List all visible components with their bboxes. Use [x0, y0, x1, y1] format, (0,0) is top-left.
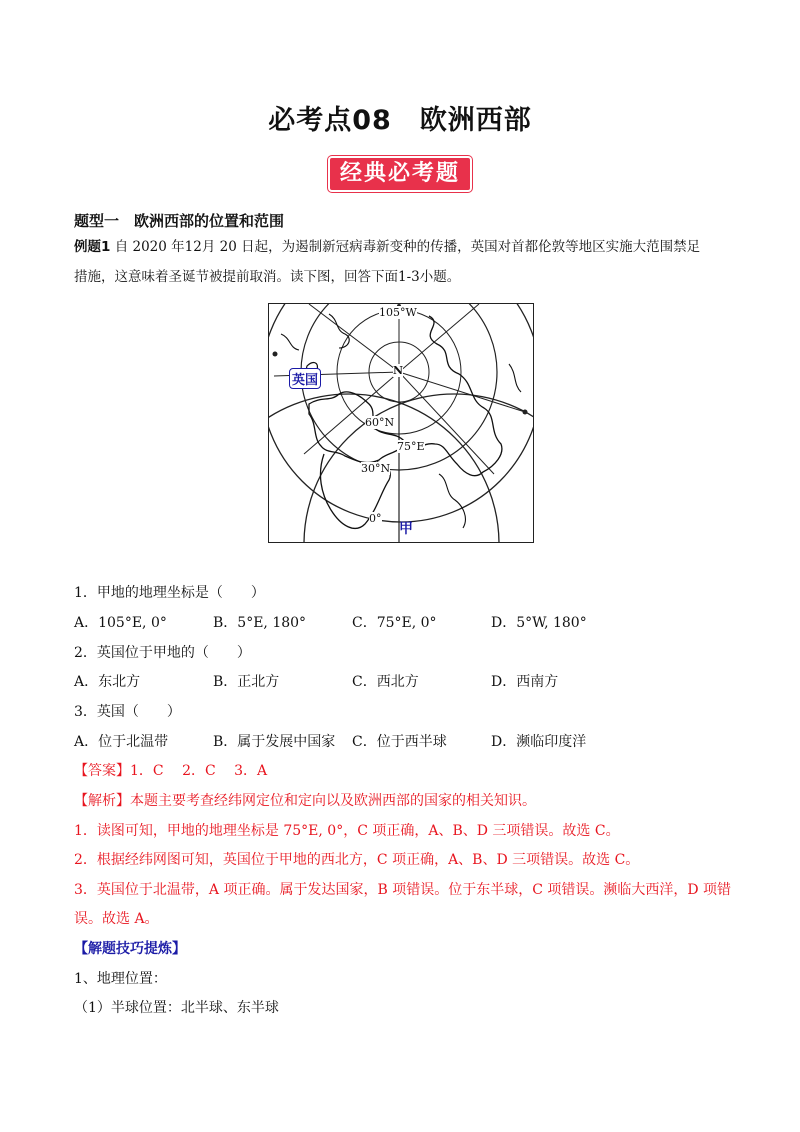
q2-option-b: B．正北方: [213, 674, 280, 690]
analysis-intro: 【解析】本题主要考查经纬网定位和定向以及欧洲西部的国家的相关知识。: [74, 793, 536, 809]
map-label-30n: 30°N: [361, 462, 391, 475]
q1-option-b: B．5°E, 180°: [213, 615, 307, 631]
analysis-point-3-line1: 3．英国位于北温带，A 项正确。属于发达国家，B 项错误。位于东半球，C 项错误。濒临大西洋，D 项错: [74, 882, 732, 898]
analysis-point-3-line2: 误。故选 A。: [74, 911, 159, 927]
page-title: 必考点08 欧洲西部: [268, 105, 532, 136]
polar-map-figure: [268, 303, 534, 543]
q1-option-a: A．105°E, 0°: [74, 615, 167, 631]
q3-option-a: A．位于北温带: [74, 734, 169, 750]
q2-option-d: D．西南方: [491, 674, 559, 690]
analysis-point-2: 2．根据经纬网图可知，英国位于甲地的西北方，C 项正确，A、B、D 三项错误。故选 C。: [74, 852, 640, 868]
q3-option-c: C．位于西半球: [352, 734, 447, 750]
question-3-stem: 3．英国（ ）: [74, 704, 181, 720]
map-label-105w: 105°W: [379, 306, 417, 319]
analysis-point-1: 1．读图可知，甲地的地理坐标是 75°E, 0°，C 项正确，A、B、D 三项错误。故选 C。: [74, 823, 620, 839]
example-text-line1: 自 2020 年12月 20 日起，为遏制新冠病毒新变种的传播，英国对首都伦敦等地区实施大范围禁足: [110, 239, 701, 255]
q1-option-c: C．75°E, 0°: [352, 615, 437, 631]
map-label-60n: 60°N: [365, 416, 395, 429]
example-label: 例题1: [74, 239, 111, 255]
map-label-jia: 甲: [399, 521, 413, 537]
tips-item-1: 1、地理位置：: [74, 971, 167, 987]
tips-item-1-sub: （1）半球位置：北半球、东半球: [74, 1000, 279, 1016]
q2-option-c: C．西北方: [352, 674, 419, 690]
map-label-north-pole: N: [393, 364, 404, 377]
question-1-stem: 1．甲地的地理坐标是（ ）: [74, 585, 265, 601]
map-graticule: [269, 304, 533, 542]
section-heading: 题型一 欧洲西部的位置和范围: [74, 212, 285, 230]
q3-option-d: D．濒临印度洋: [491, 734, 587, 750]
example-paragraph: [74, 232, 734, 292]
map-label-uk: 英国: [289, 368, 321, 389]
map-label-equator: 0°: [369, 512, 382, 525]
example-text-line2: 措施，这意味着圣诞节被提前取消。读下图，回答下面1-3小题。: [74, 269, 461, 285]
map-label-75e: 75°E: [397, 440, 425, 453]
q1-option-d: D．5°W, 180°: [491, 615, 587, 631]
answer-line: 【答案】1．C 2．C 3．A: [74, 763, 268, 779]
question-2-stem: 2．英国位于甲地的（ ）: [74, 645, 251, 661]
q2-option-a: A．东北方: [74, 674, 141, 690]
tips-heading: 【解题技巧提炼】: [74, 941, 186, 957]
section-badge: 经典必考题: [328, 156, 472, 192]
q3-option-b: B．属于发展中国家: [213, 734, 336, 750]
